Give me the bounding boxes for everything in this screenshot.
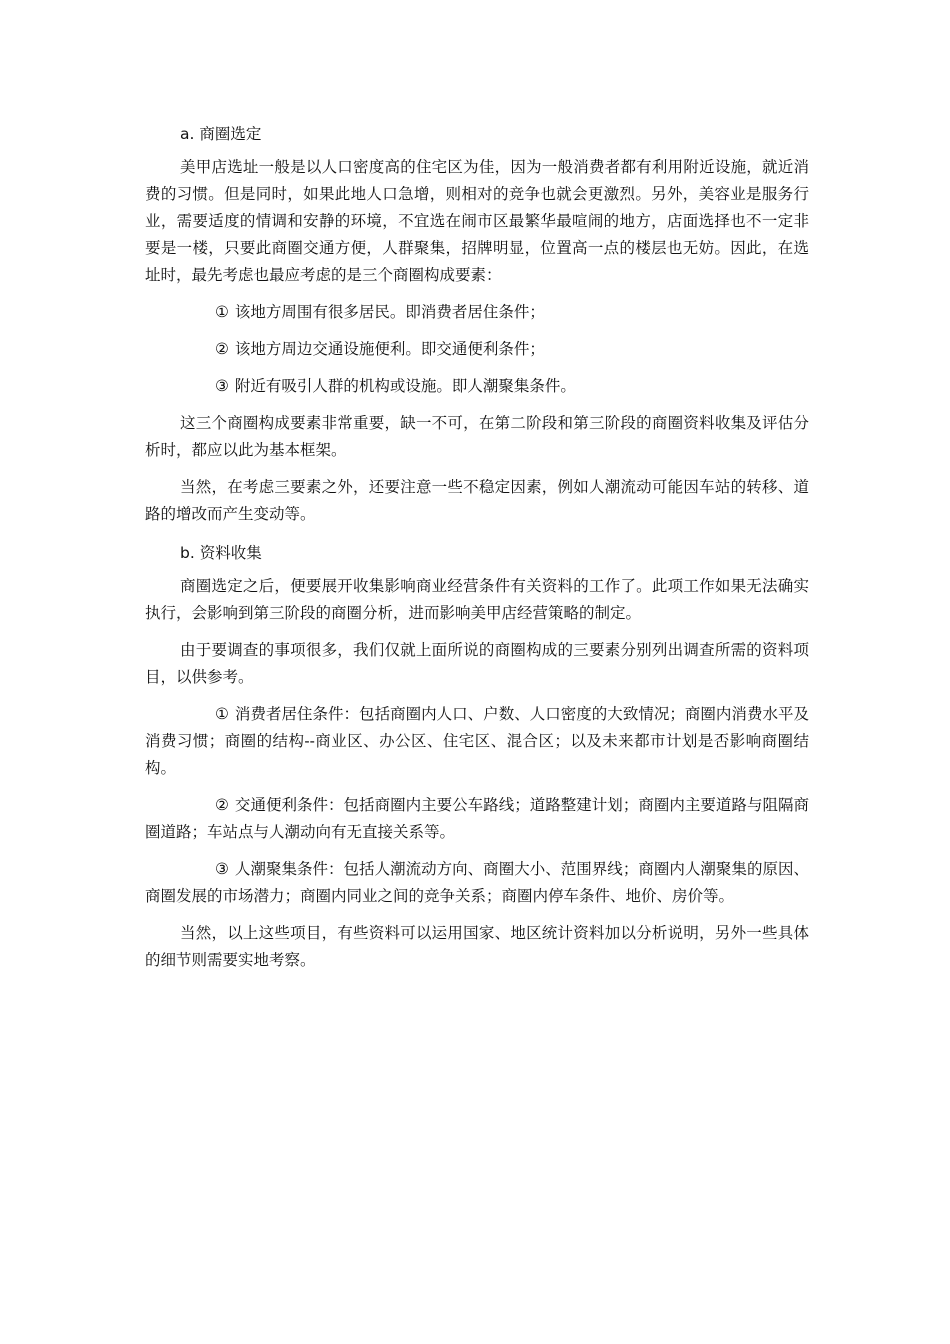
section-a-paragraph: 当然，在考虑三要素之外，还要注意一些不稳定因素，例如人潮流动可能因车站的转移、道路的增改而产生变动等。 xyxy=(145,478,809,523)
list-number: ② xyxy=(215,340,229,358)
section-b-closing-paragraph: 当然，以上这些项目，有些资料可以运用国家、地区统计资料加以分析说明，另外一些具体的细节则需要实地考察。 xyxy=(145,924,809,969)
list-item-text: 人潮聚集条件：包括人潮流动方向、商圈大小、范围界线；商圈内人潮聚集的原因、商圈发展的市场潜力；商圈内同业之间的竞争关系；商圈内停车条件、地价、房价等。 xyxy=(145,860,809,905)
section-b-list-item xyxy=(145,701,809,782)
section-b-list-item xyxy=(145,856,809,910)
list-item-text: 该地方周边交通设施便利。即交通便利条件； xyxy=(234,340,545,358)
list-number: ① xyxy=(215,303,229,321)
section-a-paragraph: 这三个商圈构成要素非常重要，缺一不可，在第二阶段和第三阶段的商圈资料收集及评估分析时，都应以此为基本框架。 xyxy=(145,414,809,459)
list-item-text: 消费者居住条件：包括商圈内人口、户数、人口密度的大致情况；商圈内消费水平及消费习惯；商圈的结构--商业区、办公区、住宅区、混合区；以及未来都市计划是否影响商圈结构。 xyxy=(145,705,809,777)
section-b-heading: b. 资料收集 xyxy=(180,544,262,562)
section-b-list-item xyxy=(145,792,809,846)
list-item-text: 附近有吸引人群的机构或设施。即人潮聚集条件。 xyxy=(234,377,576,395)
list-number: ③ xyxy=(215,860,229,878)
section-b-paragraph: 由于要调查的事项很多，我们仅就上面所说的商圈构成的三要素分别列出调查所需的资料项目，以供参考。 xyxy=(145,641,809,686)
section-a-intro-paragraph: 美甲店选址一般是以人口密度高的住宅区为佳，因为一般消费者都有利用附近设施，就近消费的习惯。但是同时，如果此地人口急增，则相对的竞争也就会更激烈。另外，美容业是服务行业，需要适度的情调和安静的环境，不宜选在闹市区最繁华最喧闹的地方，店面选择也不一定非要是一楼，只要此商圈交通方便，人群聚集，招牌明显，位置高一点的楼层也无妨。因此，在选址时，最先考虑也最应考虑的是三个商圈构成要素： xyxy=(145,158,809,284)
list-number: ③ xyxy=(215,377,229,395)
list-number: ② xyxy=(215,796,229,814)
list-item-text: 交通便利条件：包括商圈内主要公车路线；道路整建计划；商圈内主要道路与阻隔商圈道路；车站点与人潮动向有无直接关系等。 xyxy=(145,796,809,841)
section-b-paragraph: 商圈选定之后，便要展开收集影响商业经营条件有关资料的工作了。此项工作如果无法确实执行，会影响到第三阶段的商圈分析，进而影响美甲店经营策略的制定。 xyxy=(145,577,809,622)
list-number: ① xyxy=(215,705,229,723)
list-item-text: 该地方周围有很多居民。即消费者居住条件； xyxy=(234,303,545,321)
section-a-heading: a. 商圈选定 xyxy=(180,125,262,143)
section-a-list-item xyxy=(145,299,809,326)
section-a-list-item xyxy=(145,336,809,363)
section-a-list-item xyxy=(145,373,809,400)
document-page xyxy=(145,119,809,984)
